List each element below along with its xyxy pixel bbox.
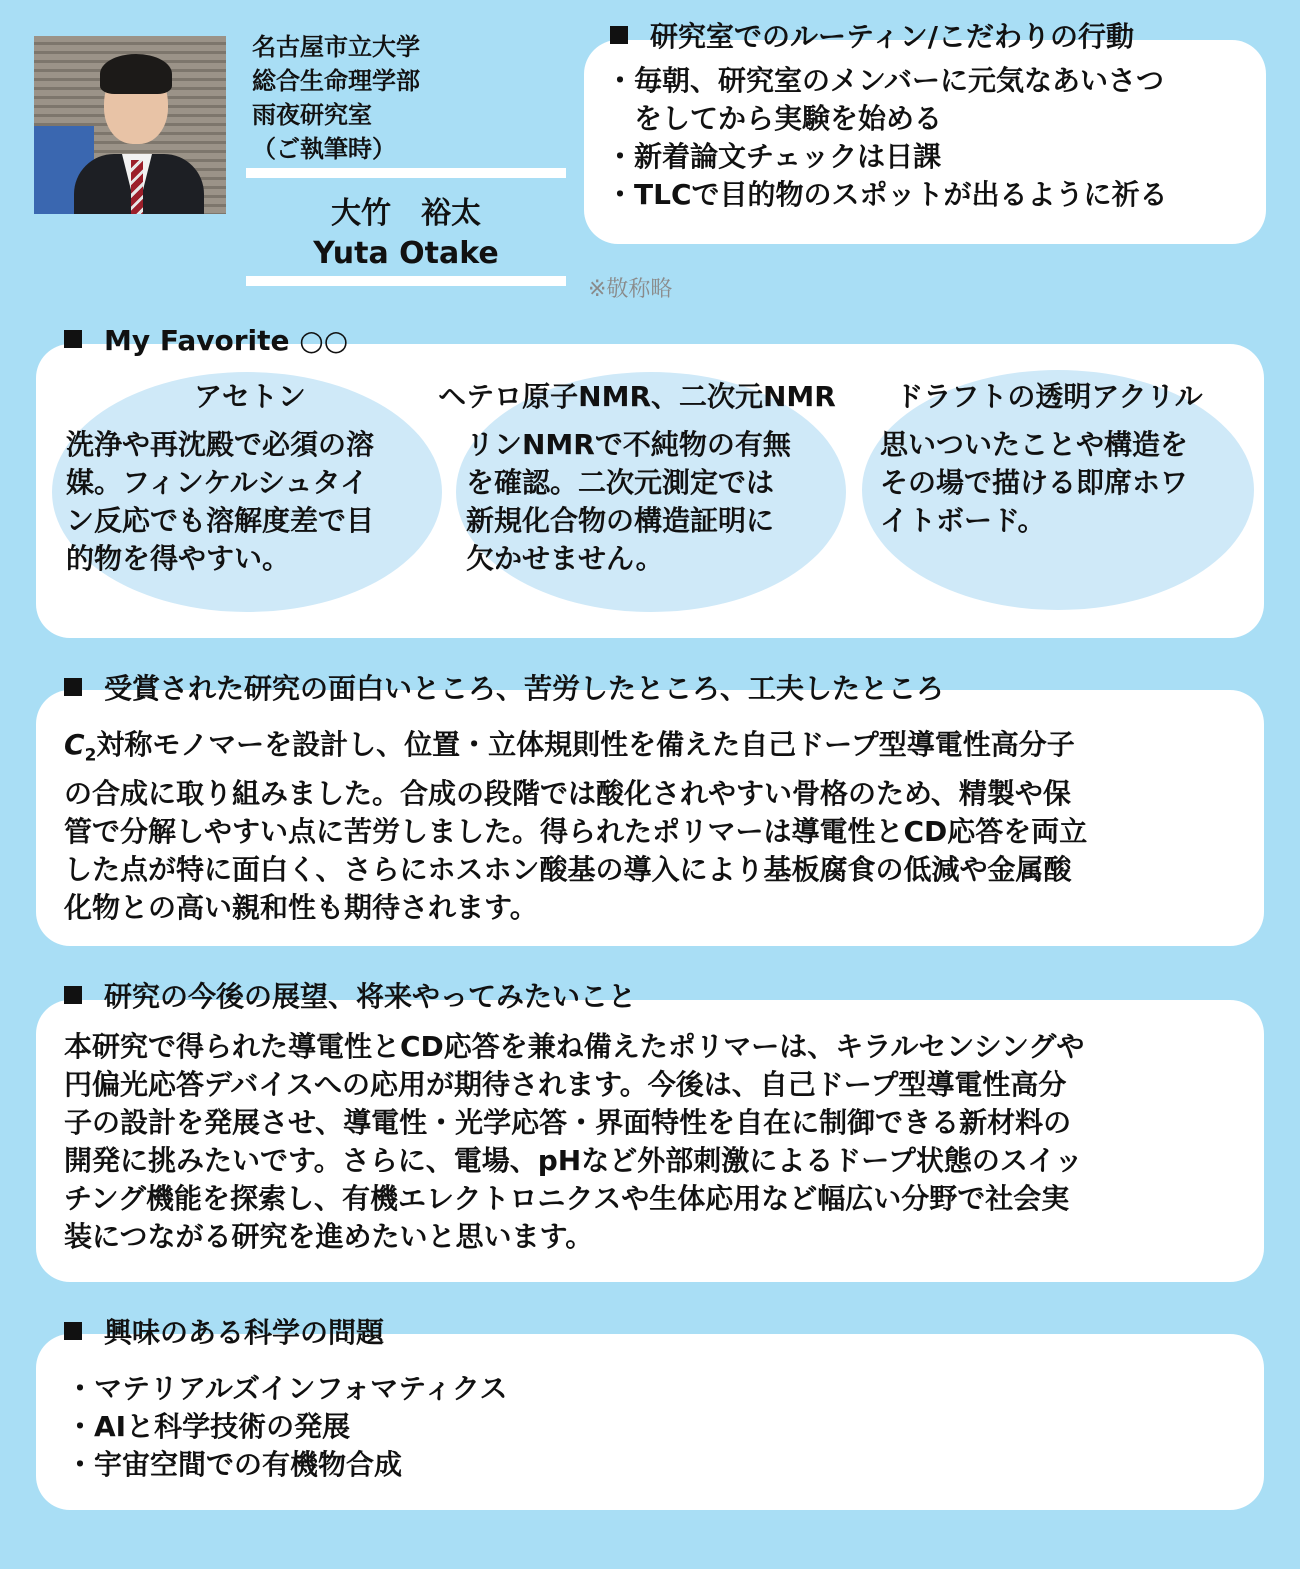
- favorite-line: 新規化合物の構造証明に: [466, 504, 775, 537]
- routine-line: ・TLCで目的物のスポットが出るように祈る: [606, 178, 1168, 211]
- research-first-line-text: 対称モノマーを設計し、位置・立体規則性を備えた自己ドープ型導電性高分子: [96, 728, 1075, 761]
- future-line: 開発に挑みたいです。さらに、電場、pHなど外部刺激によるドープ状態のスイッ: [64, 1144, 1083, 1177]
- future-line: 円偏光応答デバイスへの応用が期待されます。今後は、自己ドープ型導電性高分: [64, 1068, 1067, 1101]
- c2-symbol: C: [64, 728, 85, 761]
- name-japanese: 大竹 裕太: [331, 196, 481, 231]
- research-heading-text: 受賞された研究の面白いところ、苦労したところ、工夫したところ: [104, 672, 945, 705]
- favorite-heading: [64, 324, 348, 358]
- interests-list: [66, 1370, 508, 1484]
- future-line: 子の設計を発展させ、導電性・光学応答・界面特性を自在に制御できる新材料の: [64, 1106, 1072, 1139]
- favorite-text-2: [466, 426, 791, 578]
- routine-heading: [610, 20, 1134, 54]
- favorite-text-1: [66, 426, 374, 578]
- favorite-title-3: ドラフトの透明アクリル: [895, 380, 1203, 413]
- affiliation-note: （ご執筆時）: [252, 135, 396, 163]
- favorite-title-2: ヘテロ原子NMR、二次元NMR: [438, 380, 836, 413]
- research-line: 化物との高い親和性も期待されます。: [64, 890, 538, 924]
- favorite-heading-text: My Favorite ○○: [104, 324, 349, 357]
- research-heading: [64, 672, 944, 706]
- research-line: の合成に取り組みました。合成の段階では酸化されやすい骨格のため、精製や保: [64, 776, 1071, 810]
- research-body: [64, 726, 1087, 927]
- routine-line: をしてから実験を始める: [606, 102, 943, 135]
- profile-photo: [34, 36, 226, 214]
- favorite-line: を確認。二次元測定では: [466, 466, 775, 499]
- research-line-first: [64, 726, 1087, 775]
- routine-line: ・新着論文チェックは日課: [606, 140, 942, 173]
- favorite-text-3: [880, 426, 1188, 540]
- future-body: [64, 1028, 1084, 1256]
- interest-item: ・宇宙空間での有機物合成: [66, 1448, 403, 1481]
- routine-list: [606, 62, 1168, 214]
- research-line: 管で分解しやすい点に苦労しました。得られたポリマーは導電性とCD応答を両立: [64, 814, 1088, 848]
- honorific-note: ※敬称略: [588, 277, 673, 302]
- favorite-line: リンNMRで不純物の有無: [466, 428, 791, 461]
- future-line: 装につながる研究を進めたいと思います。: [64, 1220, 594, 1253]
- favorite-line: 欠かせません。: [466, 542, 664, 575]
- future-heading: [64, 980, 636, 1014]
- lab-name: 雨夜研究室: [252, 101, 372, 129]
- square-bullet-icon: [64, 986, 82, 1004]
- square-bullet-icon: [64, 1322, 82, 1340]
- favorite-line: 思いついたことや構造を: [880, 428, 1189, 461]
- future-heading-text: 研究の今後の展望、将来やってみたいこと: [104, 980, 637, 1013]
- interest-item: ・AIと科学技術の発展: [66, 1410, 351, 1443]
- favorite-line: ン反応でも溶解度差で目: [66, 504, 375, 537]
- favorite-line: 媒。フィンケルシュタイ: [66, 466, 368, 499]
- square-bullet-icon: [64, 330, 82, 348]
- faculty-name: 総合生命理学部: [252, 67, 420, 95]
- name-english: Yuta Otake: [313, 236, 499, 271]
- affiliation: [252, 30, 420, 166]
- research-line: した点が特に面白く、さらにホスホン酸基の導入により基板腐食の低減や金属酸: [64, 852, 1072, 886]
- favorite-line: その場で描ける即席ホワ: [880, 466, 1189, 499]
- favorite-line: イトボード。: [880, 504, 1046, 537]
- routine-line: ・毎朝、研究室のメンバーに元気なあいさつ: [606, 64, 1165, 97]
- square-bullet-icon: [64, 678, 82, 696]
- divider-bottom: [246, 276, 566, 286]
- favorite-title-1: アセトン: [194, 380, 306, 413]
- interest-item: ・マテリアルズインフォマティクス: [66, 1372, 508, 1405]
- interests-heading: [64, 1316, 384, 1350]
- future-line: チング機能を探索し、有機エレクトロニクスや生体応用など幅広い分野で社会実: [64, 1182, 1070, 1215]
- university-name: 名古屋市立大学: [252, 33, 420, 61]
- c2-subscript: 2: [84, 745, 97, 766]
- routine-heading-text: 研究室でのルーティン/こだわりの行動: [650, 20, 1134, 53]
- person-name: [246, 194, 566, 274]
- future-line: 本研究で得られた導電性とCD応答を兼ね備えたポリマーは、キラルセンシングや: [64, 1030, 1085, 1063]
- square-bullet-icon: [610, 26, 628, 44]
- favorite-line: 洗浄や再沈殿で必須の溶: [66, 428, 375, 461]
- divider-top: [246, 168, 566, 178]
- interests-heading-text: 興味のある科学の問題: [104, 1316, 385, 1349]
- favorite-line: 的物を得やすい。: [66, 542, 291, 575]
